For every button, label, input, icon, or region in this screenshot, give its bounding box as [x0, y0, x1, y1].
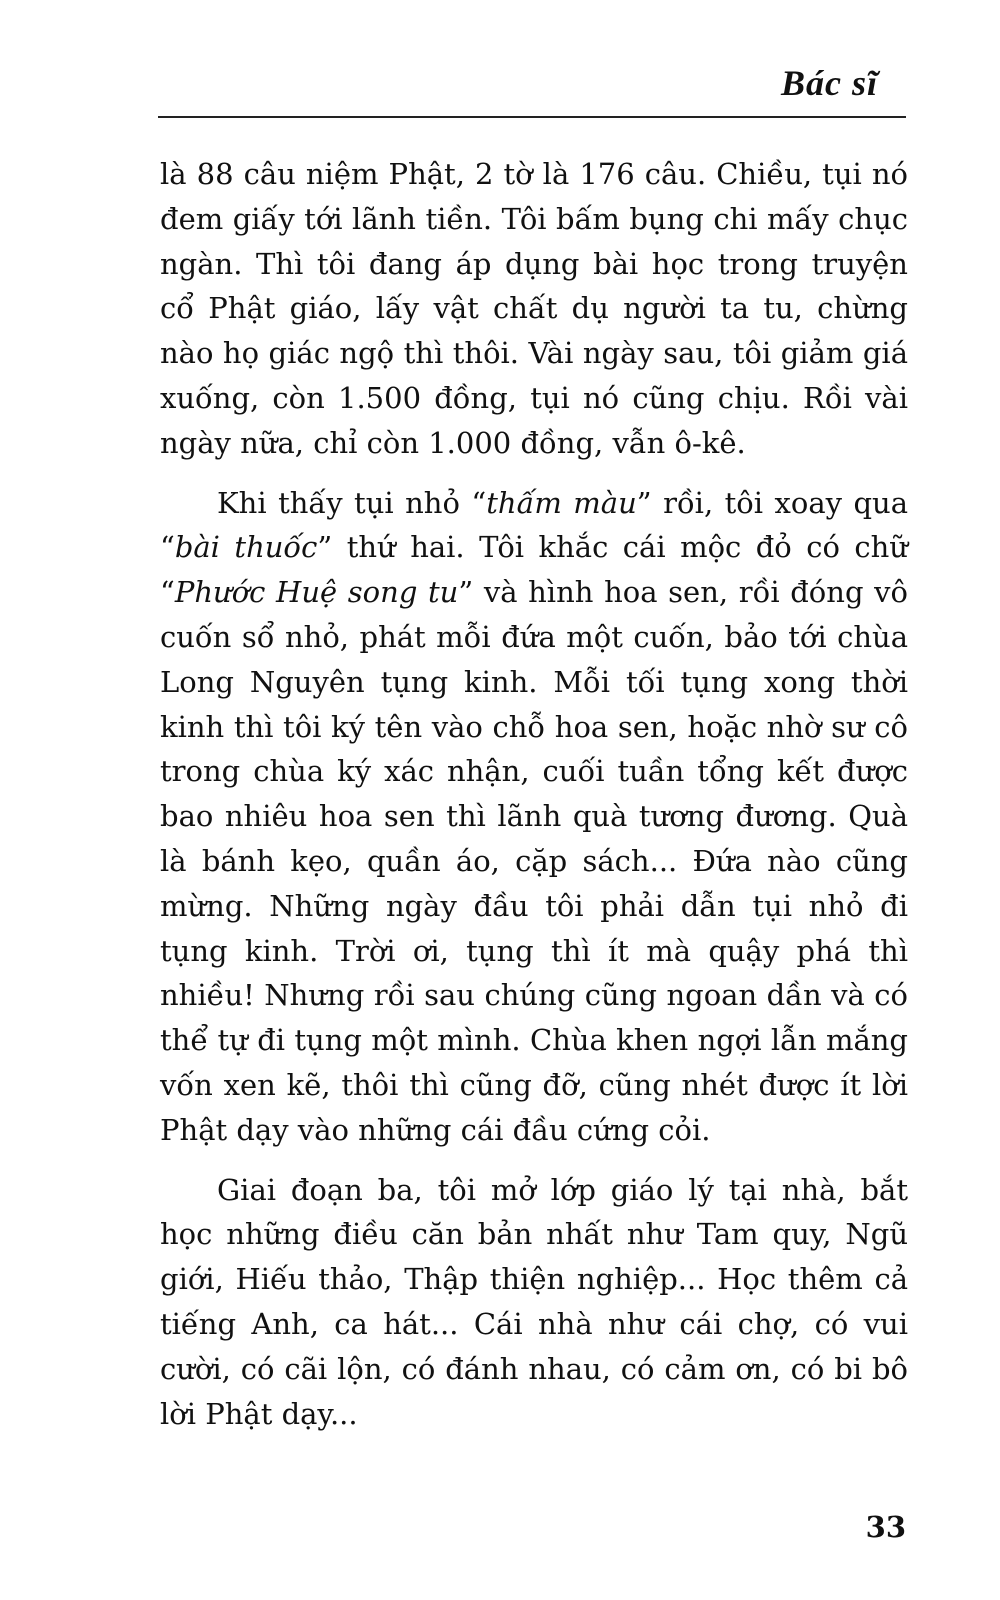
paragraph-2-text-3: ” thứ hai. Tôi khắc cái mộc đỏ có chữ “: [160, 530, 908, 610]
paragraph-3: Giai đoạn ba, tôi mở lớp giáo lý tại nhà, bắt học những điều căn bản nhất như Tam quy, Ngũ giới, Hiếu thảo, Thập thiện nghiệp... Học thêm cả tiếng Anh, ca hát... Cái nhà như cái chợ, có vui cười, có cãi lộn, có đánh nhau, có cảm ơn, có bi bô lời Phật dạy...: [160, 1172, 908, 1431]
running-header: Bác sĩ: [780, 63, 878, 103]
emphasis-tham-mau: thấm màu: [486, 485, 637, 520]
page-number: 33: [865, 1510, 906, 1544]
emphasis-bai-thuoc: bài thuốc: [174, 530, 318, 565]
paragraph-2: [160, 481, 908, 1153]
body-text: [160, 152, 908, 1436]
paragraph-2-text-1: Khi thấy tụi nhỏ “: [217, 485, 487, 520]
paragraph-2-text-2: ” rồi, tôi xoay qua “: [160, 485, 908, 565]
emphasis-phuoc-hue-song-tu: Phước Huệ song tu: [174, 575, 459, 610]
paragraph-2-text-4: ” và hình hoa sen, rồi đóng vô cuốn sổ nhỏ, phát mỗi đứa một cuốn, bảo tới chùa Long Nguyên tụng kinh. Mỗi tối tụng xong thời kinh thì tôi ký tên vào chỗ hoa sen, hoặc nhờ sư cô trong chùa ký xác nhận, cuối tuần tổng kết được bao nhiêu hoa sen thì lãnh quà tương đương. Quà là bánh kẹo, quần áo, cặp sách... Đứa nào cũng mừng. Những ngày đầu tôi phải dẫn tụi nhỏ đi tụng kinh. Trời ơi, tụng thì ít mà quậy phá thì nhiều! Nhưng rồi sau chúng cũng ngoan dần và có thể tự đi tụng một mình. Chùa khen ngợi lẫn mắng vốn xen kẽ, thôi thì cũng đỡ, cũng nhét được ít lời Phật dạy vào những cái đầu cứng cỏi.: [160, 575, 908, 1147]
header-divider: [158, 116, 906, 118]
paragraph-1: là 88 câu niệm Phật, 2 tờ là 176 câu. Chiều, tụi nó đem giấy tới lãnh tiền. Tôi bấm bụng chi mấy chục ngàn. Thì tôi đang áp dụng bài học trong truyện cổ Phật giáo, lấy vật chất dụ người ta tu, chừng nào họ giác ngộ thì thôi. Vài ngày sau, tôi giảm giá xuống, còn 1.500 đồng, tụi nó cũng chịu. Rồi vài ngày nữa, chỉ còn 1.000 đồng, vẫn ô-kê.: [160, 157, 908, 460]
